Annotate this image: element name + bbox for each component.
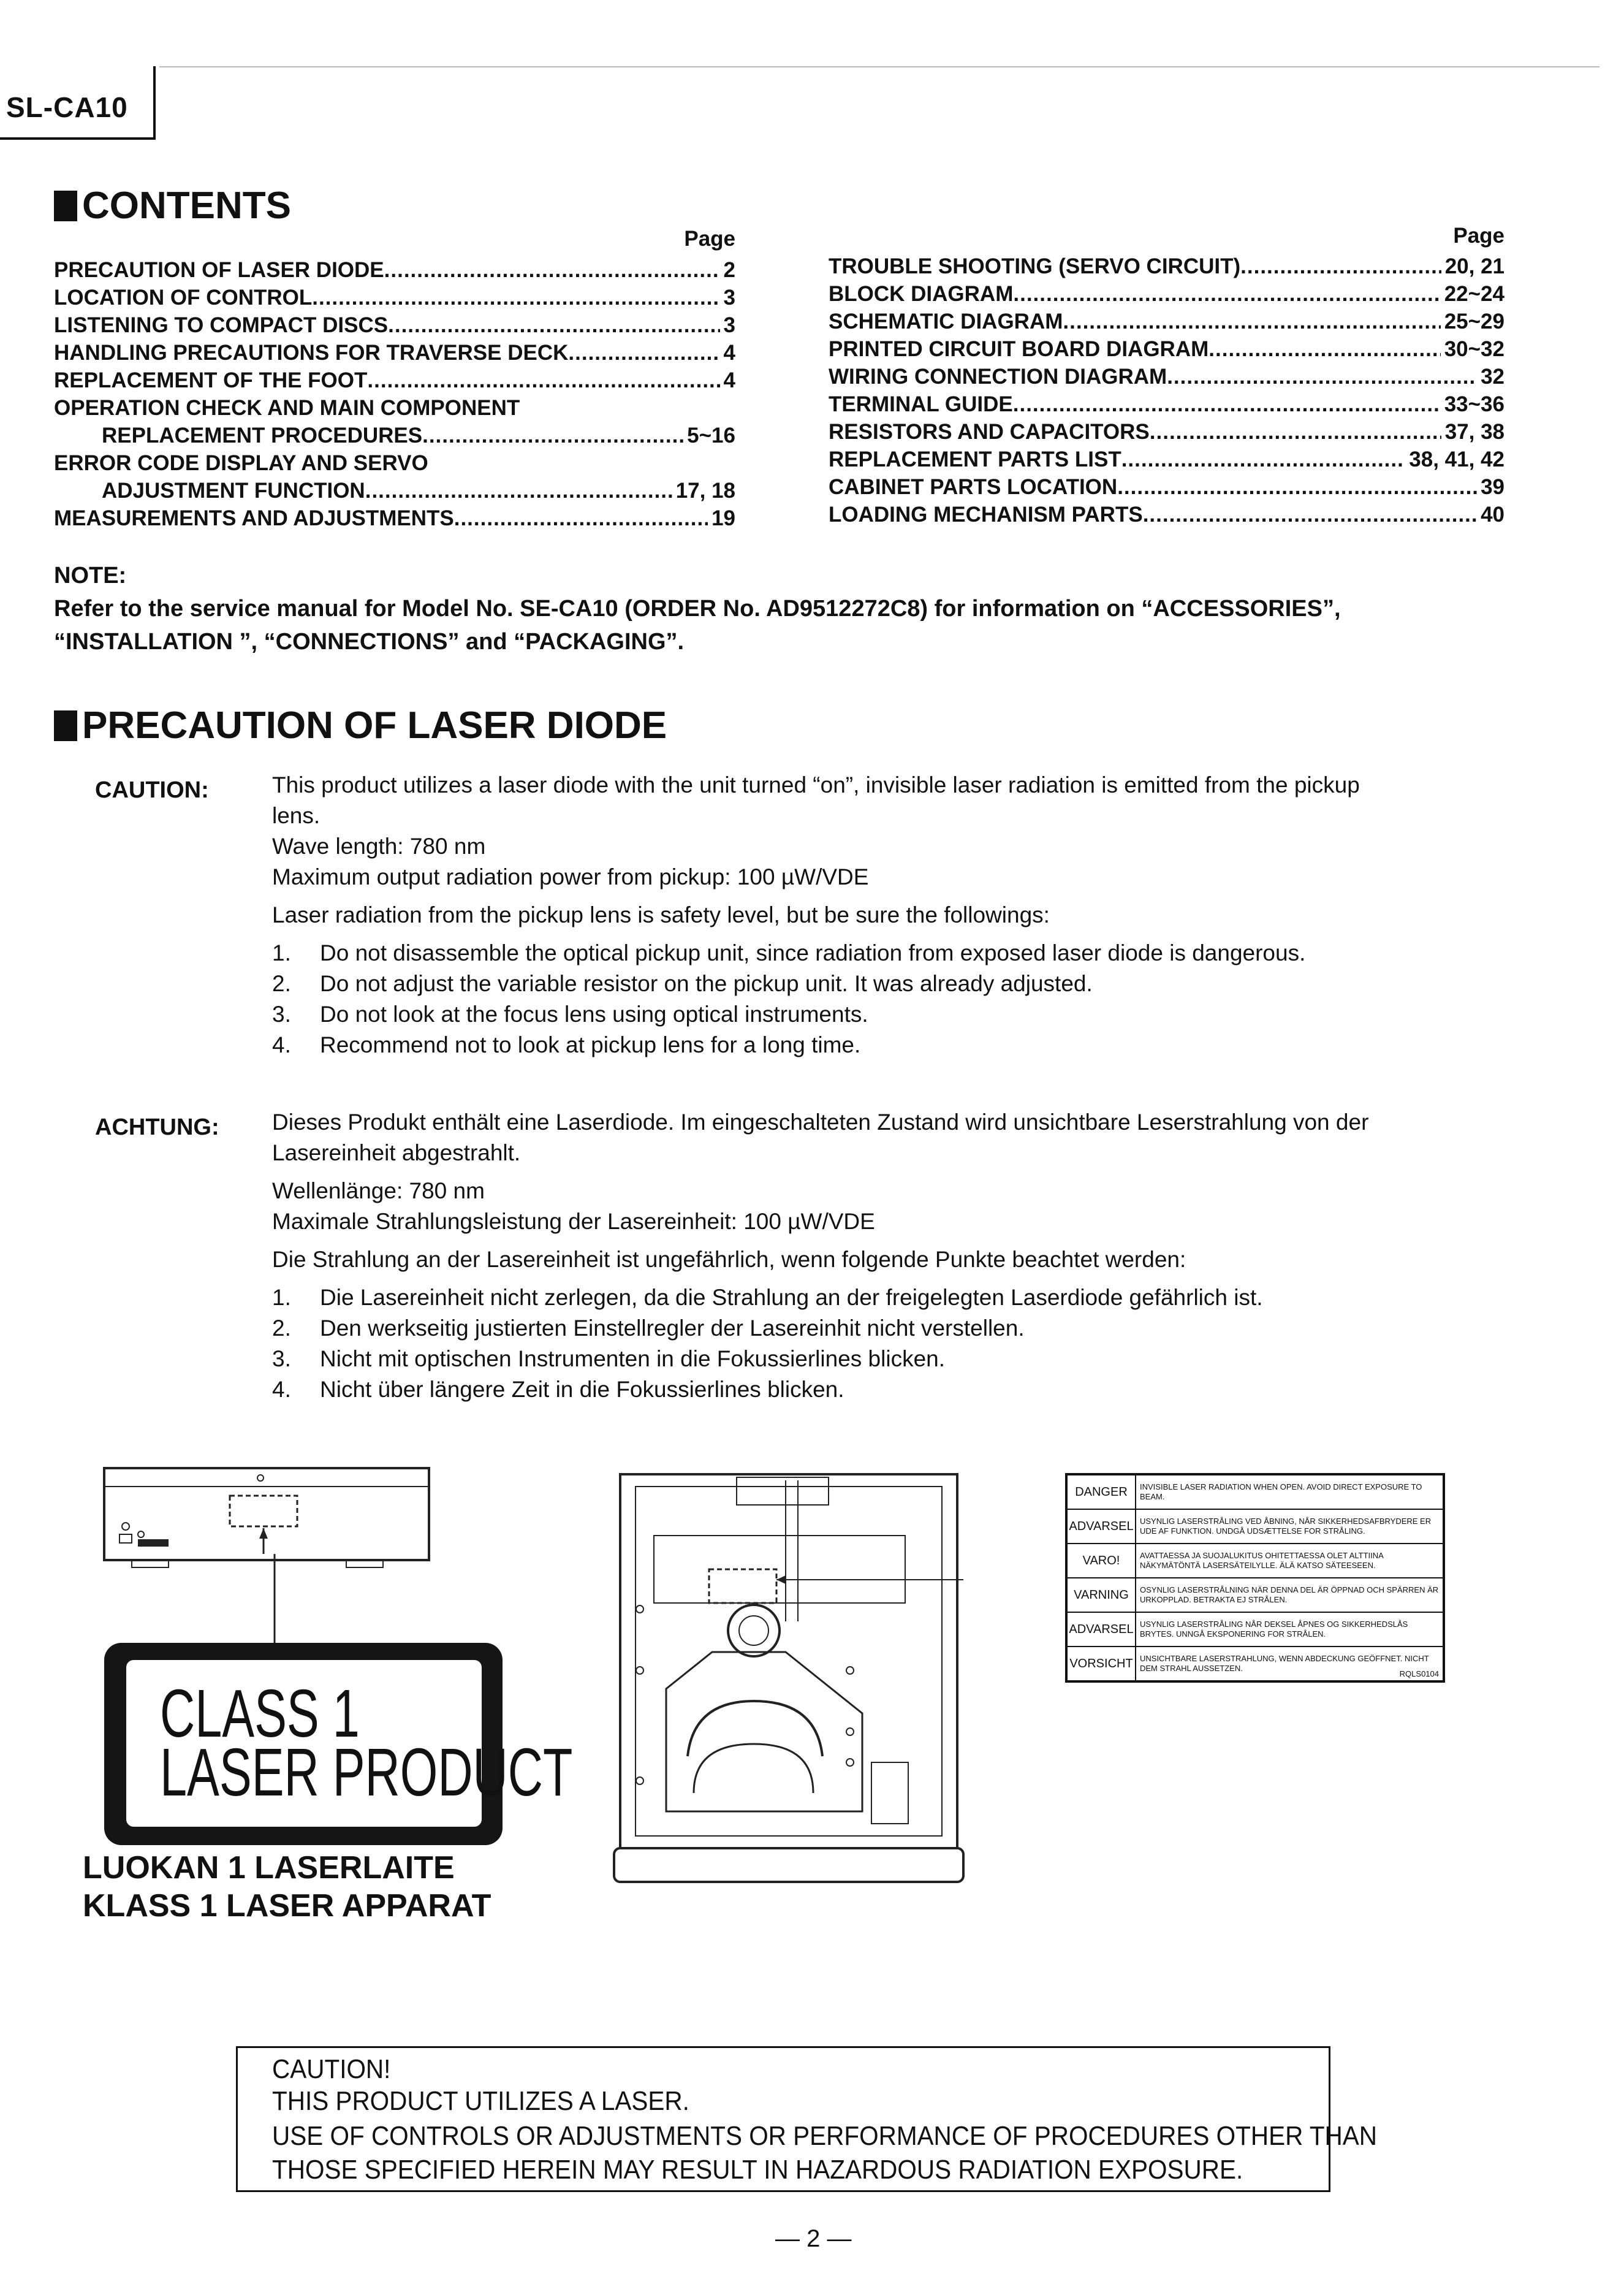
list-item: 1. Die Lasereinheit nicht zerlegen, da die Strahlung an der freigelegten Laserdiode gefährlich ist. [272, 1285, 1263, 1310]
toc-left [54, 256, 735, 532]
toc-entry[interactable]: WIRING CONNECTION DIAGRAM ..... 32 [829, 363, 1504, 390]
toc-entry: OPERATION CHECK AND MAIN COMPONENT [54, 396, 520, 420]
contents-title: CONTENTS [82, 185, 291, 227]
caution-box-title: CAUTION! [272, 2054, 391, 2084]
list-item: 2. Do not adjust the variable resistor on the pickup unit. It was already adjusted. [272, 971, 1093, 996]
precaution-title: PRECAUTION OF LASER DIODE [82, 704, 667, 747]
caution-box [236, 2046, 1378, 2192]
model-tab [0, 66, 156, 140]
page-label-right: Page [1453, 224, 1504, 248]
caution-line-2: lens. [272, 803, 321, 828]
achtung-text [272, 1107, 1510, 1405]
warning-row: ADVARSEL USYNLIG LASERSTRÅLING VED ÅBNING, NÅR SIKKERHEDSAFBRYDERE ER UDE AF FUNKTION. UNDGÅ UDSÆTTELSE FOR STRÅLING. [1068, 1510, 1443, 1544]
achtung-line-2: Lasereinheit abgestrahlt. [272, 1140, 521, 1165]
list-item: 3. Do not look at the focus lens using optical instruments. [272, 1002, 868, 1027]
note-block [54, 559, 1512, 658]
contents-heading [54, 184, 291, 227]
list-item: 4. Nicht über längere Zeit in die Fokussierlines blicken. [272, 1377, 844, 1402]
toc-entry[interactable]: ADJUSTMENT FUNCTION ..... 17, 18 [54, 477, 735, 504]
top-view-drawing [602, 1468, 976, 1891]
warning-label [1065, 1473, 1445, 1683]
warning-row: VARNING OSYNLIG LASERSTRÅLNING NÄR DENNA DEL ÄR ÖPPNAD OCH SPÄRREN ÄR URKOPPLAD. BETRAKTA EJ STRÅLEN. [1068, 1578, 1443, 1613]
toc-right [829, 253, 1504, 528]
rear-panel-drawing [101, 1462, 435, 1658]
class1-line-2: LASER PRODUCT [160, 1735, 573, 1810]
list-item: 3. Nicht mit optischen Instrumenten in die Fokussierlines blicken. [272, 1346, 946, 1371]
max-power: Maximum output radiation power from pickup: 100 µW/VDE [272, 864, 869, 889]
warning-row: VORSICHT UNSICHTBARE LASERSTRAHLUNG, WENN ABDECKUNG GEÖFFNET. NICHT DEM STRAHL AUSSETZEN. RQLS0104 [1068, 1647, 1443, 1680]
page-label-left: Page [684, 227, 735, 251]
list-item: 2. Den werkseitig justierten Einstellregler der Lasereinhit nicht verstellen. [272, 1315, 1025, 1341]
achtung-intro: Die Strahlung an der Lasereinheit ist ungefährlich, wenn folgende Punkte beachtet werden: [272, 1247, 1186, 1272]
toc-entry[interactable]: PRECAUTION OF LASER DIODE ..... 2 [54, 256, 735, 284]
caution-box-line-1: THIS PRODUCT UTILIZES A LASER. [272, 2086, 689, 2116]
achtung-label: ACHTUNG: [95, 1114, 219, 1140]
class1-line-1: CLASS 1 [160, 1676, 360, 1751]
model-number: SL-CA10 [6, 91, 128, 123]
note-line-1: Refer to the service manual for Model No. SE-CA10 (ORDER No. AD9512272C8) for information on “ACCESSORIES”, [54, 596, 1341, 622]
list-item: 4. Recommend not to look at pickup lens for a long time. [272, 1032, 861, 1057]
wellenlaenge: Wellenlänge: 780 nm [272, 1178, 485, 1203]
caution-label: CAUTION: [95, 777, 209, 803]
toc-entry[interactable]: REPLACEMENT OF THE FOOT ..... 4 [54, 367, 735, 394]
class1-translations [83, 1849, 491, 1925]
class1-finnish: LUOKAN 1 LASERLAITE [83, 1850, 455, 1886]
caution-line-1: This product utilizes a laser diode with the unit turned “on”, invisible laser radiation is emitted from the pickup [272, 772, 1360, 798]
heading-marker-icon [54, 710, 77, 741]
toc-entry[interactable]: TROUBLE SHOOTING (SERVO CIRCUIT) ..... 20, 21 [829, 253, 1504, 280]
caution-intro: Laser radiation from the pickup lens is safety level, but be sure the followings: [272, 902, 1050, 927]
caution-box-line-2: USE OF CONTROLS OR ADJUSTMENTS OR PERFORMANCE OF PROCEDURES OTHER THAN [272, 2121, 1378, 2151]
toc-entry[interactable]: CABINET PARTS LOCATION ..... 39 [829, 473, 1504, 501]
top-rule [159, 66, 1599, 67]
note-line-2: “INSTALLATION ”, “CONNECTIONS” and “PACKAGING”. [54, 629, 685, 655]
achtung-list [272, 1282, 1510, 1405]
achtung-line-1: Dieses Produkt enthält eine Laserdiode. Im eingeschalteten Zustand wird unsichtbare Leserstrahlung von der [272, 1110, 1369, 1135]
class1-swedish: KLASS 1 LASER APPARAT [83, 1888, 491, 1924]
toc-entry[interactable]: LISTENING TO COMPACT DISCS ..... 3 [54, 311, 735, 339]
label-code: RQLS0104 [1399, 1669, 1439, 1678]
toc-entry[interactable]: HANDLING PRECAUTIONS FOR TRAVERSE DECK ..... 4 [54, 339, 735, 367]
note-label: NOTE: [54, 563, 127, 588]
heading-marker-icon [54, 191, 77, 221]
toc-entry[interactable]: PRINTED CIRCUIT BOARD DIAGRAM ..... 30~32 [829, 335, 1504, 363]
toc-entry[interactable]: RESISTORS AND CAPACITORS ..... 37, 38 [829, 418, 1504, 446]
class1-label [104, 1643, 573, 1845]
toc-entry[interactable]: BLOCK DIAGRAM ..... 22~24 [829, 280, 1504, 308]
class1-label-inner [126, 1660, 573, 1827]
toc-entry[interactable]: LOADING MECHANISM PARTS ..... 40 [829, 501, 1504, 528]
toc-entry[interactable]: SCHEMATIC DIAGRAM ..... 25~29 [829, 308, 1504, 335]
list-item: 1. Do not disassemble the optical pickup unit, since radiation from exposed laser diode is dangerous. [272, 940, 1306, 965]
wave-length: Wave length: 780 nm [272, 834, 486, 859]
caution-list [272, 938, 1510, 1060]
toc-entry[interactable]: REPLACEMENT PARTS LIST ..... 38, 41, 42 [829, 446, 1504, 473]
toc-entry[interactable]: TERMINAL GUIDE ..... 33~36 [829, 390, 1504, 418]
caution-box-line-3: THOSE SPECIFIED HEREIN MAY RESULT IN HAZARDOUS RADIATION EXPOSURE. [272, 2155, 1243, 2185]
precaution-heading [54, 704, 667, 747]
toc-entry[interactable]: LOCATION OF CONTROL ..... 3 [54, 284, 735, 311]
warning-row: VARO! AVATTAESSA JA SUOJALUKITUS OHITETTAESSA OLET ALTTIINA NÄKYMÄTÖNTÄ LASERSÄTEILYLLE. ÄLÄ KATSO SÄTEESEEN. [1068, 1544, 1443, 1578]
max-strahlung: Maximale Strahlungsleistung der Lasereinheit: 100 µW/VDE [272, 1209, 875, 1234]
warning-row: ADVARSEL USYNLIG LASERSTRÅLING NÅR DEKSEL ÅPNES OG SIKKERHEDSLÅS BRYTES. UNNGÅ EKSPONERING FOR STRÅLEN. [1068, 1613, 1443, 1647]
toc-entry: ERROR CODE DISPLAY AND SERVO [54, 451, 428, 475]
warning-row: DANGER INVISIBLE LASER RADIATION WHEN OPEN. AVOID DIRECT EXPOSURE TO BEAM. [1068, 1475, 1443, 1510]
page-number: — 2 — [775, 2225, 852, 2252]
toc-entry[interactable]: REPLACEMENT PROCEDURES ..... 5~16 [54, 422, 735, 449]
toc-entry[interactable]: MEASUREMENTS AND ADJUSTMENTS ..... 19 [54, 504, 735, 532]
caution-text [272, 770, 1510, 1060]
